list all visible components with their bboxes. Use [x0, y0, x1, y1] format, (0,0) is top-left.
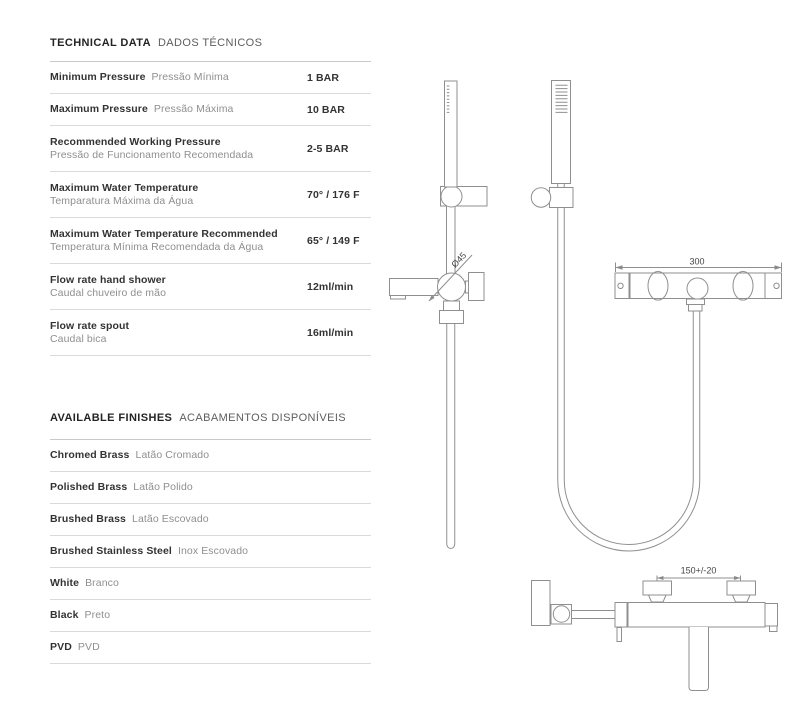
- row-value: 10 BAR: [307, 103, 345, 116]
- row-value: 1 BAR: [307, 71, 340, 84]
- mixer-bar: [615, 603, 765, 628]
- row-label-pt: Pressão de Funcionamento Recomendada: [50, 149, 254, 161]
- inlet-spacing-dimension: 150+/-20: [680, 565, 717, 576]
- finish-label-en: Black: [50, 609, 79, 622]
- finish-label-en: White: [50, 577, 80, 590]
- row-label-en: Recommended Working Pressure: [50, 135, 221, 148]
- technical-drawings: [380, 55, 790, 705]
- screw-hole: [774, 283, 779, 288]
- finish-label-en: Polished Brass: [50, 481, 128, 494]
- diagram-handshower-front: [531, 81, 573, 208]
- row-label-en: Maximum Pressure: [50, 103, 148, 116]
- screw-hole: [618, 283, 623, 288]
- specs-column: [50, 0, 371, 664]
- finish-label-pt: PVD: [77, 641, 100, 654]
- table-row: [50, 126, 371, 172]
- finish-row: [50, 632, 371, 664]
- technical-data-title-pt: DADOS TÉCNICOS: [157, 37, 263, 49]
- hose-loop-drawing: [561, 180, 697, 548]
- finish-label-en: Chromed Brass: [50, 449, 130, 462]
- finish-label-pt: Latão Cromado: [135, 449, 210, 462]
- row-value: 65° / 149 F: [307, 234, 360, 247]
- finish-label-pt: Branco: [85, 577, 119, 590]
- finish-label-pt: Latão Escovado: [132, 513, 209, 526]
- row-label-pt: Caudal chuveiro de mão: [50, 287, 167, 299]
- hose-straight: [447, 324, 455, 549]
- available-finishes-title-en: AVAILABLE FINISHES: [50, 412, 173, 424]
- row-label-en: Maximum Water Temperature: [50, 181, 199, 194]
- diagram-mixer-front: [532, 566, 778, 691]
- finish-label-en: PVD: [50, 641, 72, 654]
- diagram-top-view: [615, 257, 782, 312]
- row-label-pt: Temparatura Máxima da Água: [50, 195, 194, 207]
- wall-union: [727, 581, 756, 595]
- finish-row: [50, 568, 371, 600]
- spout-side: [390, 279, 439, 296]
- row-value: 12ml/min: [307, 280, 354, 293]
- control-knob-side: [469, 273, 485, 301]
- wall-union: [643, 581, 672, 595]
- available-finishes-header: [50, 356, 371, 440]
- finish-label-en: Brushed Brass: [50, 513, 126, 526]
- table-row: [50, 218, 371, 264]
- table-row: [50, 94, 371, 126]
- available-finishes-title-pt: ACABAMENTOS DISPONÍVEIS: [179, 412, 347, 424]
- hand-shower: [552, 81, 571, 184]
- finish-row: [50, 536, 371, 568]
- diagram-side-view: [390, 81, 488, 549]
- table-row: [50, 264, 371, 310]
- row-value: 16ml/min: [307, 326, 354, 339]
- table-row: [50, 310, 371, 356]
- hand-shower: [445, 81, 458, 187]
- finish-row: [50, 472, 371, 504]
- valve-diameter-dimension: Ø45: [449, 250, 469, 270]
- table-row: [50, 62, 371, 94]
- row-value: 2-5 BAR: [307, 142, 349, 155]
- finish-row: [50, 600, 371, 632]
- hand-shower-profile: [532, 581, 551, 626]
- spout-front: [689, 627, 709, 691]
- technical-data-header: [50, 0, 371, 62]
- row-label-en: Minimum Pressure: [50, 71, 146, 84]
- row-label-pt: Pressão Máxima: [153, 103, 234, 116]
- holder-knob: [553, 606, 569, 622]
- finish-row: [50, 440, 371, 472]
- row-value: 70° / 176 F: [307, 188, 360, 201]
- lever-pin: [617, 628, 622, 642]
- row-label-pt: Pressão Mínima: [151, 71, 229, 84]
- holder-arm: [572, 611, 617, 619]
- holder-knob: [531, 188, 551, 208]
- bar-end-cap: [765, 604, 778, 627]
- technical-data-title-en: TECHNICAL DATA: [50, 37, 151, 49]
- holder-bracket: [550, 188, 574, 208]
- finish-label-pt: Preto: [84, 609, 111, 622]
- row-label-en: Flow rate hand shower: [50, 273, 166, 286]
- row-label-pt: Caudal bica: [50, 333, 107, 345]
- row-label-pt: Temperatura Mínima Recomendada da Água: [50, 241, 264, 253]
- finish-label-pt: Inox Escovado: [177, 545, 249, 558]
- diverter-knob: [687, 278, 708, 299]
- finish-row: [50, 504, 371, 536]
- row-label-en: Flow rate spout: [50, 319, 130, 332]
- holder-knob: [441, 186, 462, 207]
- table-row: [50, 172, 371, 218]
- row-label-en: Maximum Water Temperature Recommended: [50, 227, 278, 240]
- bar-width-dimension: 300: [689, 256, 705, 267]
- finish-label-en: Brushed Stainless Steel: [50, 545, 172, 558]
- finish-label-pt: Latão Polido: [133, 481, 193, 494]
